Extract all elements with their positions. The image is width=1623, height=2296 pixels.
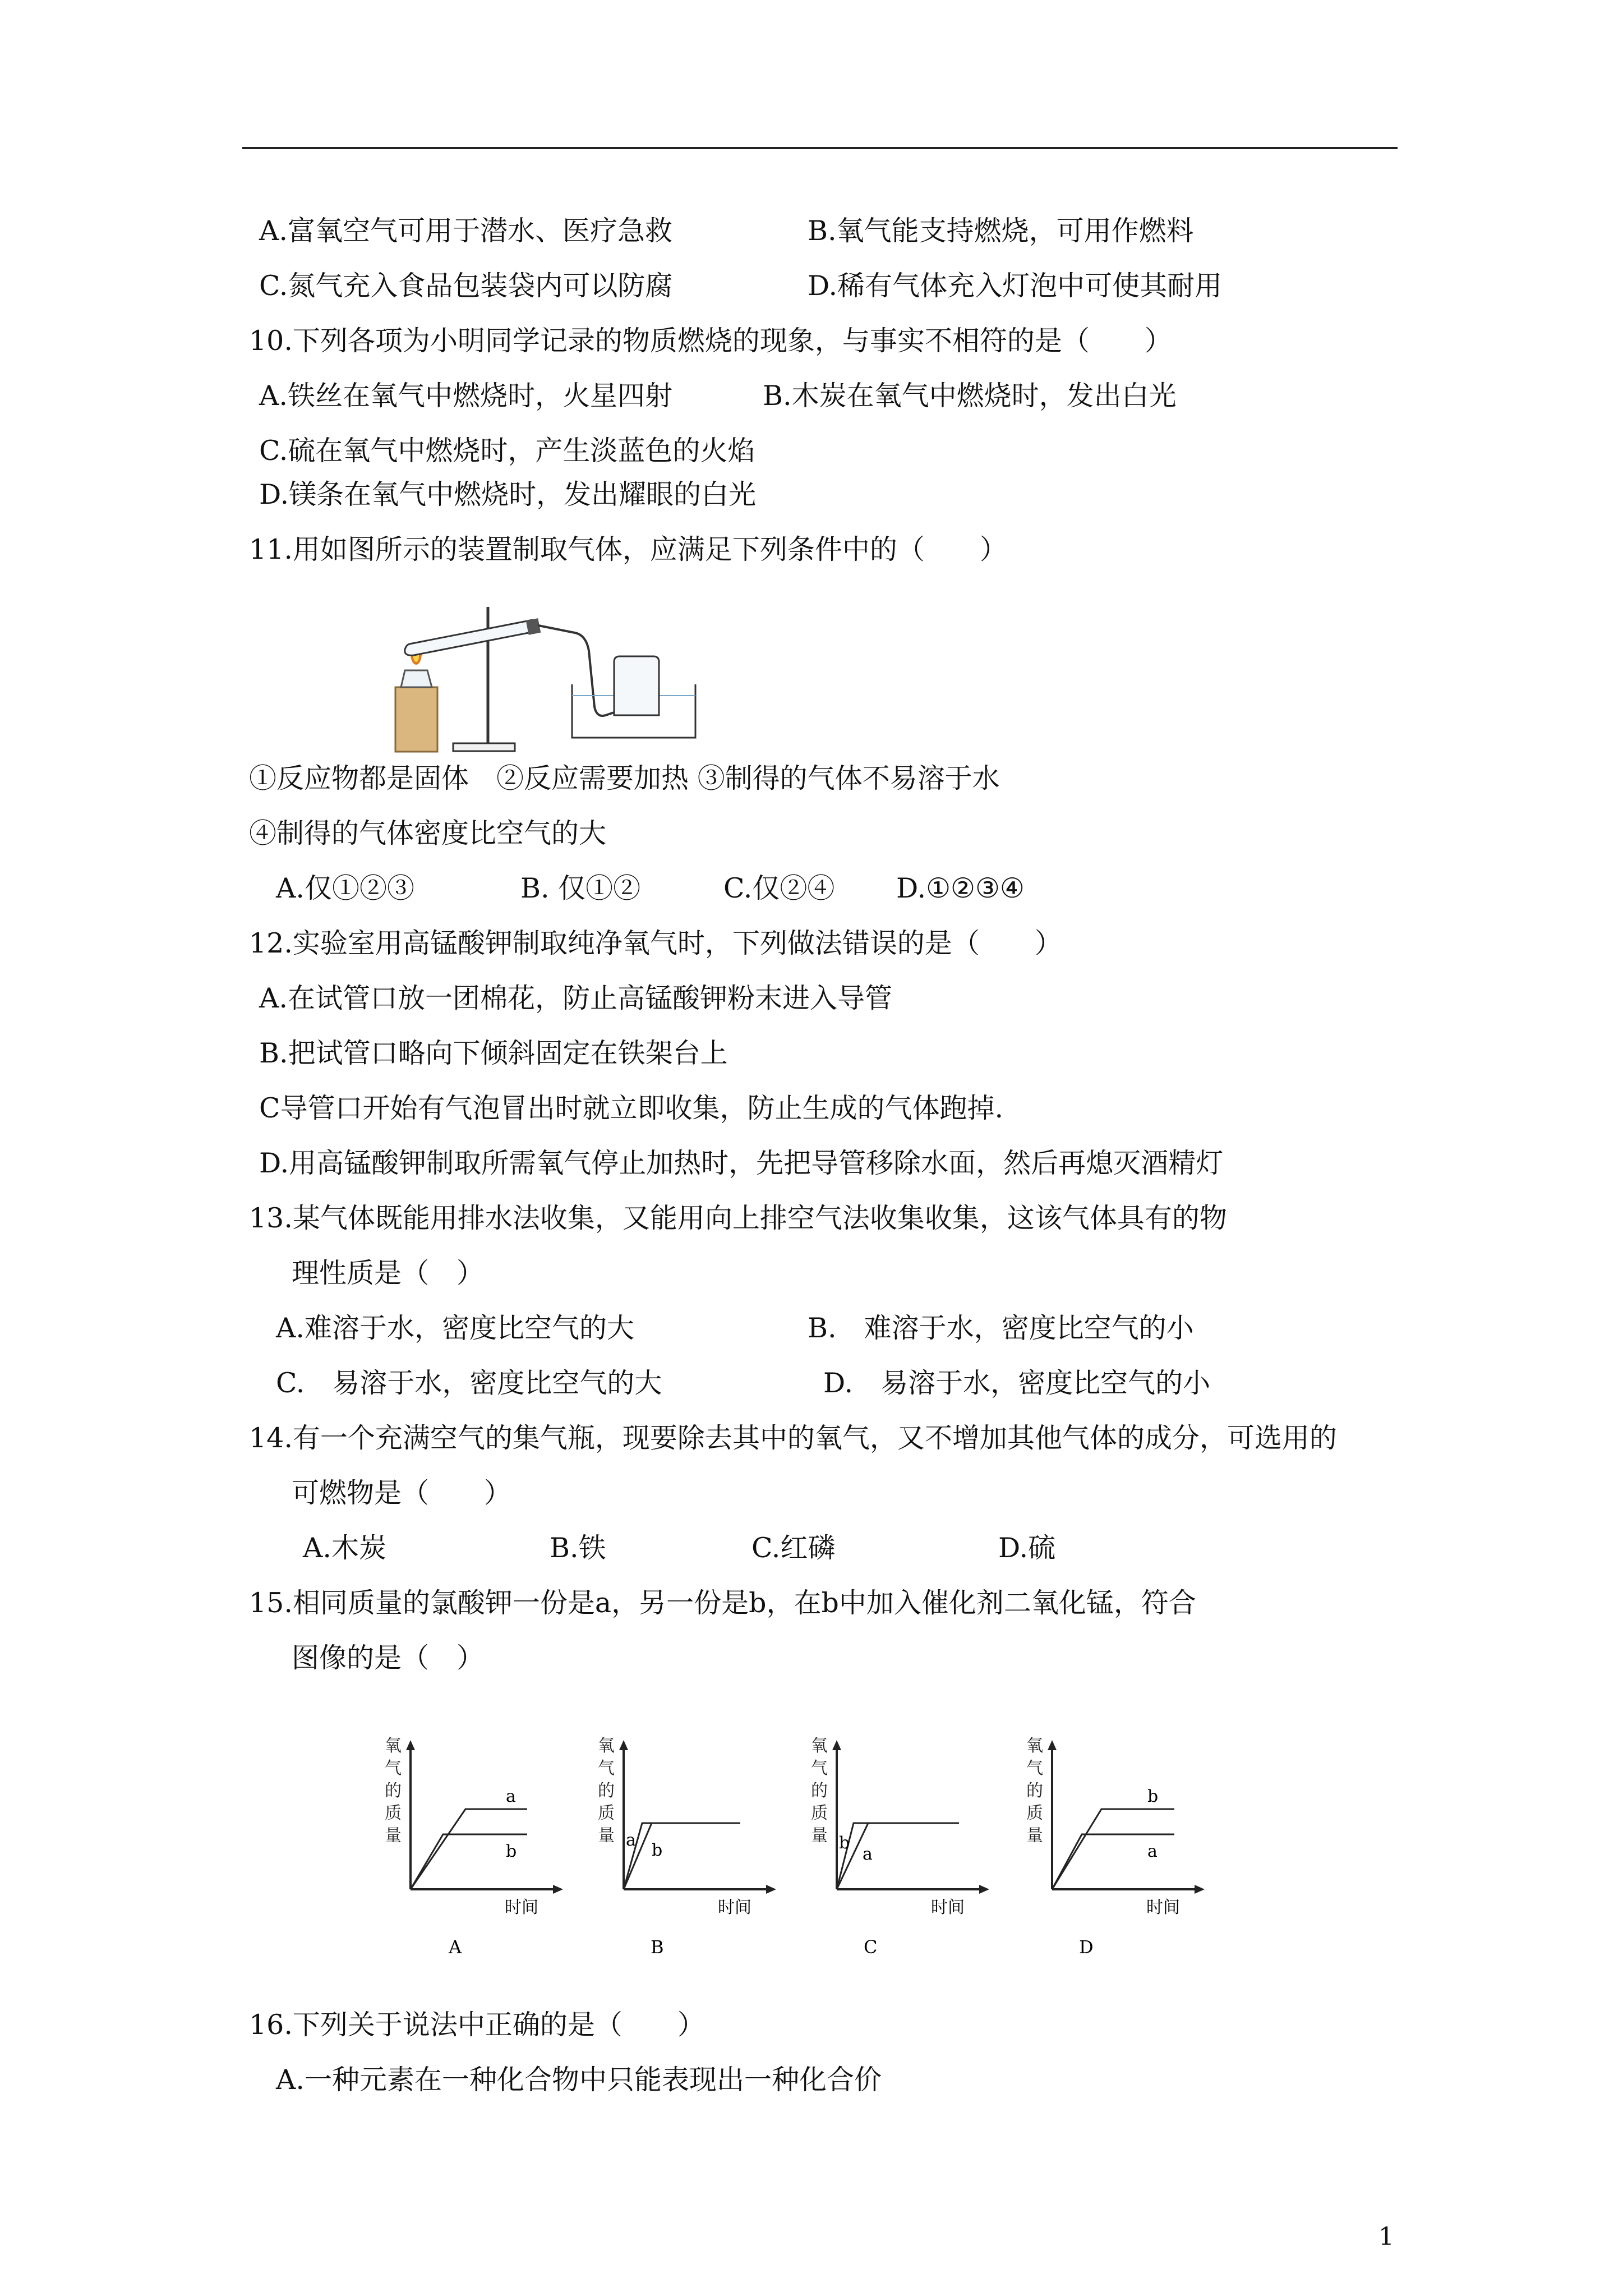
graph-letter: A: [449, 1936, 462, 1958]
q10-option-c: C.硫在氧气中燃烧时，产生淡蓝色的火焰: [259, 435, 755, 467]
upper-curve-label: b: [1147, 1787, 1159, 1806]
q12-stem: 12.实验室用高锰酸钾制取纯净氧气时，下列做法错误的是（ ）: [249, 927, 1062, 959]
q11-option-d: D.①②③④: [896, 872, 1025, 904]
graph-d: [1017, 1733, 1242, 1969]
y-label-char: 量: [385, 1826, 402, 1846]
graph-letter: D: [1079, 1936, 1094, 1958]
upper-curve-label: a: [506, 1787, 516, 1806]
q11-option-b: B. 仅①②: [520, 872, 641, 904]
y-label-char: 质: [598, 1803, 615, 1823]
y-label-char: 量: [598, 1826, 615, 1846]
delivery-tube: [538, 625, 623, 716]
y-label-char: 气: [811, 1759, 828, 1778]
y-label-char: 气: [385, 1759, 402, 1778]
q11-option-a: A.仅①②③: [276, 872, 414, 904]
q12-option-b: B.把试管口略向下倾斜固定在铁架台上: [259, 1037, 728, 1069]
gas-generation-apparatus-figure: [393, 600, 707, 757]
q12-option-c: C导管口开始有气泡冒出时就立即收集，防止生成的气体跑掉.: [259, 1092, 1004, 1124]
lower-curve-label: b: [506, 1842, 517, 1861]
q9-option-d: D.稀有气体充入灯泡中可使其耐用: [808, 270, 1223, 302]
graph-letter: B: [651, 1936, 664, 1958]
q13-option-a: A.难溶于水，密度比空气的大: [276, 1312, 634, 1344]
y-label-char: 量: [811, 1826, 828, 1846]
q13-stem-line2: 理性质是（ ）: [292, 1257, 485, 1289]
q11-conditions-line1: ①反应物都是固体 ②反应需要加热 ③制得的气体不易溶于水: [249, 762, 1000, 794]
q14-stem-line1: 14.有一个充满空气的集气瓶，现要除去其中的氧气，又不增加其他气体的成分，可选用的: [249, 1422, 1337, 1454]
q13-stem-line1: 13.某气体既能用排水法收集，又能用向上排空气法收集收集，这该气体具有的物: [249, 1202, 1227, 1234]
q16-option-a: A.一种元素在一种化合物中只能表现出一种化合价: [276, 2064, 882, 2096]
graph-letter: C: [864, 1936, 878, 1958]
q16-stem: 16.下列关于说法中正确的是（ ）: [249, 2009, 705, 2041]
q10-stem: 10.下列各项为小明同学记录的物质燃烧的现象，与事实不相符的是（ ）: [249, 325, 1172, 357]
y-label-char: 氧: [1026, 1736, 1043, 1756]
q13-option-d: D. 易溶于水，密度比空气的小: [823, 1367, 1211, 1399]
q9-option-c: C.氮气充入食品包装袋内可以防腐: [259, 270, 673, 302]
q14-option-b: B.铁: [550, 1532, 606, 1564]
graph-a: [376, 1733, 600, 1969]
upper-curve-label: a: [626, 1830, 636, 1850]
q11-option-c: C.仅②④: [723, 872, 835, 904]
x-axis-label: 时间: [1146, 1898, 1180, 1917]
q11-stem: 11.用如图所示的装置制取气体，应满足下列条件中的（ ）: [249, 533, 1007, 565]
q14-option-a: A.木炭: [303, 1532, 386, 1564]
q10-option-d: D.镁条在氧气中燃烧时，发出耀眼的白光: [259, 478, 757, 510]
alcohol-lamp: [401, 670, 432, 687]
x-axis-label: 时间: [505, 1898, 538, 1917]
q15-stem-line1: 15.相同质量的氯酸钾一份是a，另一份是b，在b中加入催化剂二氧化锰，符合: [249, 1587, 1196, 1619]
y-label-char: 质: [811, 1803, 828, 1823]
y-label-char: 质: [1026, 1803, 1043, 1823]
header-rule: [242, 147, 1398, 149]
y-label-char: 的: [811, 1781, 828, 1801]
lower-curve-label: b: [652, 1841, 663, 1860]
page-number: 1: [1378, 2223, 1394, 2251]
q15-stem-line2: 图像的是（ ）: [292, 1642, 485, 1674]
y-label-char: 量: [1026, 1826, 1043, 1846]
upper-curve: [837, 1823, 959, 1889]
q11-conditions-line2: ④制得的气体密度比空气的大: [249, 817, 607, 849]
lower-curve-label: a: [863, 1844, 873, 1864]
y-label-char: 气: [1026, 1759, 1043, 1778]
y-label-char: 质: [385, 1803, 402, 1823]
q9-option-a: A.富氧空气可用于潜水、医疗急救: [259, 215, 672, 247]
graph-b: [589, 1733, 813, 1969]
x-axis-label: 时间: [931, 1898, 965, 1917]
y-label-char: 的: [1026, 1781, 1043, 1801]
x-axis-label: 时间: [718, 1898, 751, 1917]
q13-option-c: C. 易溶于水，密度比空气的大: [276, 1367, 662, 1399]
wooden-block: [395, 687, 437, 752]
q12-option-a: A.在试管口放一团棉花，防止高锰酸钾粉末进入导管: [259, 982, 892, 1014]
y-label-char: 的: [385, 1781, 402, 1801]
q10-option-a: A.铁丝在氧气中燃烧时，火星四射: [259, 380, 672, 412]
q13-option-b: B. 难溶于水，密度比空气的小: [808, 1312, 1194, 1344]
y-label-char: 的: [598, 1781, 615, 1801]
q10-option-b: B.木炭在氧气中燃烧时，发出白光: [763, 380, 1177, 412]
upper-curve-label: b: [839, 1833, 850, 1853]
q12-option-d: D.用高锰酸钾制取所需氧气停止加热时，先把导管移除水面，然后再熄灭酒精灯: [259, 1147, 1224, 1179]
y-label-char: 氧: [811, 1736, 828, 1756]
lower-curve-label: a: [1147, 1842, 1158, 1861]
q14-option-d: D.硫: [998, 1532, 1056, 1564]
q14-stem-line2: 可燃物是（ ）: [292, 1477, 512, 1509]
upper-curve: [624, 1823, 740, 1889]
y-label-char: 氧: [385, 1736, 402, 1756]
y-label-char: 氧: [598, 1736, 615, 1756]
y-label-char: 气: [598, 1759, 615, 1778]
graph-c: [802, 1733, 1026, 1969]
gas-collecting-jar: [614, 656, 659, 715]
iron-stand-base: [453, 743, 515, 751]
q9-option-b: B.氧气能支持燃烧，可用作燃料: [808, 215, 1194, 247]
q14-option-c: C.红磷: [751, 1532, 836, 1564]
test-tube: [405, 620, 537, 655]
